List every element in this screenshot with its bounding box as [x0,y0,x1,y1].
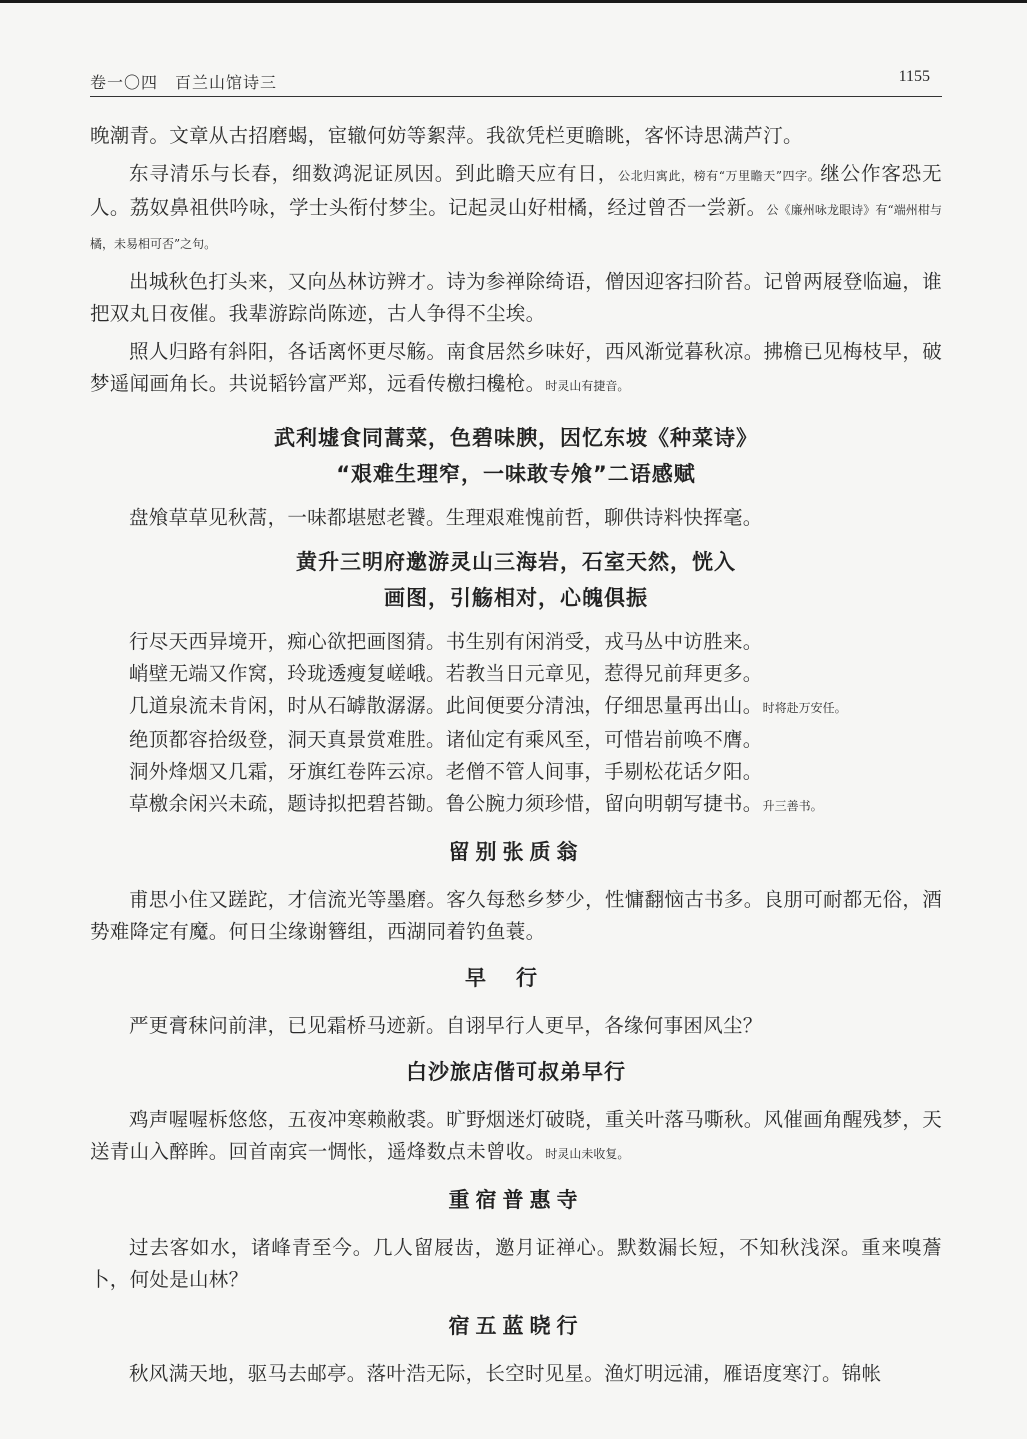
poem-stanza: 秋风满天地，驱马去邮亭。落叶浩无际，长空时见星。渔灯明远浦，雁语度寒汀。锦帐 [129,1362,882,1385]
poem-stanza [90,158,942,260]
poem-title [90,544,942,616]
poem-title: 早行 [465,966,567,990]
poem-stanza [90,336,942,402]
poem-stanza: 洞外烽烟又几霜，牙旗红卷阵云凉。老僧不管人间事，手剔松花话夕阳。 [129,760,763,783]
poem-title-line: 画图，引觞相对，心魄俱振 [384,586,648,610]
poem-text: 鸡声喔喔柝悠悠，五夜冲寒赖敝裘。旷野烟迷灯破晓，重关叶落马嘶秋。风催画角醒残梦，天送青山入醉眸。回首南宾一惆怅，遥烽数点未曾收。 [90,1108,942,1163]
poem-stanza: 出城秋色打头来，又向丛林访辨才。诗为参禅除绮语，僧因迎客扫阶苔。记曾两屐登临遍，谁把双丸日夜催。我辈游踪尚陈迹，古人争得不尘埃。 [90,270,942,325]
poem-title-line: “艰难生理窄，一味敢专飧”二语感赋 [336,462,696,486]
running-header [90,66,942,97]
poem-annotation: 时灵山有捷音。 [545,379,630,393]
poem-stanza: 甫思小住又蹉跎，才信流光等墨磨。客久每愁乡梦少，性慵翻恼古书多。良朋可耐都无俗，酒势难降定有魔。何日尘缘谢簪组，西湖同着钓鱼蓑。 [90,888,942,943]
poem-title [90,420,942,492]
poem-title-line: 武利墟食同蒿菜，色碧味腴，因忆东坡《种菜诗》 [274,426,758,450]
poem-stanza: 盘飧草草见秋蒿，一味都堪慰老饕。生理艰难愧前哲，聊供诗料快挥毫。 [129,506,763,529]
page-body [90,120,942,1390]
poem-text: 草檄余闲兴未疏，题诗拟把碧苔锄。鲁公腕力须珍惜，留向明朝写捷书。 [129,792,763,815]
poem-stanza [90,1104,942,1170]
poem-stanza: 严更膏秣问前津，已见霜桥马迹新。自诩早行人更早，各缘何事困风尘？ [129,1014,763,1037]
poem-annotation: 公《廉州咏龙眼诗》有“端州柑与橘，未易相可否”之句。 [90,203,942,251]
poem-title: 白沙旅店偕可叔弟早行 [406,1060,626,1084]
poem-annotation: 升三善书。 [762,799,823,813]
poem-stanza: 过去客如水，诸峰青至今。几人留屐齿，邀月证禅心。默数漏长短，不知秋浅深。重来嗅薝卜，何处是山林？ [90,1236,942,1291]
page-number: 1155 [898,68,930,85]
poem-stanza [90,690,942,724]
poem-stanza: 行尽天西异境开，痴心欲把画图猜。书生别有闲消受，戎马丛中访胜来。 [129,630,763,653]
poem-annotation: 时将赴万安任。 [762,701,847,715]
poem-annotation: 公北归寓此，榜有“万里瞻天”四字。 [618,169,821,183]
poem-stanza: 绝顶都容拾级登，洞天真景赏难胜。诸仙定有乘风至，可惜岩前唤不膺。 [129,728,763,751]
poem-text: 东寻清乐与长春，细数鸿泥证夙因。到此瞻天应有日， [129,162,619,185]
running-header-title: 卷一〇四 百兰山馆诗三 [90,73,278,92]
poem-text: 继公作客恐无人。荔奴鼻祖供吟咏，学士头衔付梦尘。记起灵山好柑橘，经过曾否一尝新。 [90,162,942,219]
poem-text: 几道泉流未肯闲，时从石罅散潺潺。此间便要分清浊，仔细思量再出山。 [129,694,763,717]
poem-title-line: 黄升三明府邀游灵山三海岩，石室天然，恍入 [296,550,736,574]
poem-annotation: 时灵山未收复。 [545,1147,630,1161]
poem-text: 照人归路有斜阳，各话离怀更尽觞。南食居然乡味好，西风渐觉暮秋凉。拂檐已见梅枝早，破梦遥闻画角长。共说韬钤富严郑，远看传檄扫欃枪。 [90,340,942,395]
poem-title: 宿五蓝晓行 [448,1314,584,1338]
poem-stanza: 峭壁无端又作窝，玲珑透瘦复嵯峨。若教当日元章见，惹得兄前拜更多。 [129,662,763,685]
top-border-line [0,0,1027,3]
poem-title: 留别张质翁 [448,840,584,864]
poem-title: 重宿普惠寺 [448,1188,584,1212]
poem-stanza [90,788,942,822]
poem-continuation: 晚潮青。文章从古招磨蝎，宦辙何妨等絮萍。我欲凭栏更瞻眺，客怀诗思满芦汀。 [90,124,803,147]
